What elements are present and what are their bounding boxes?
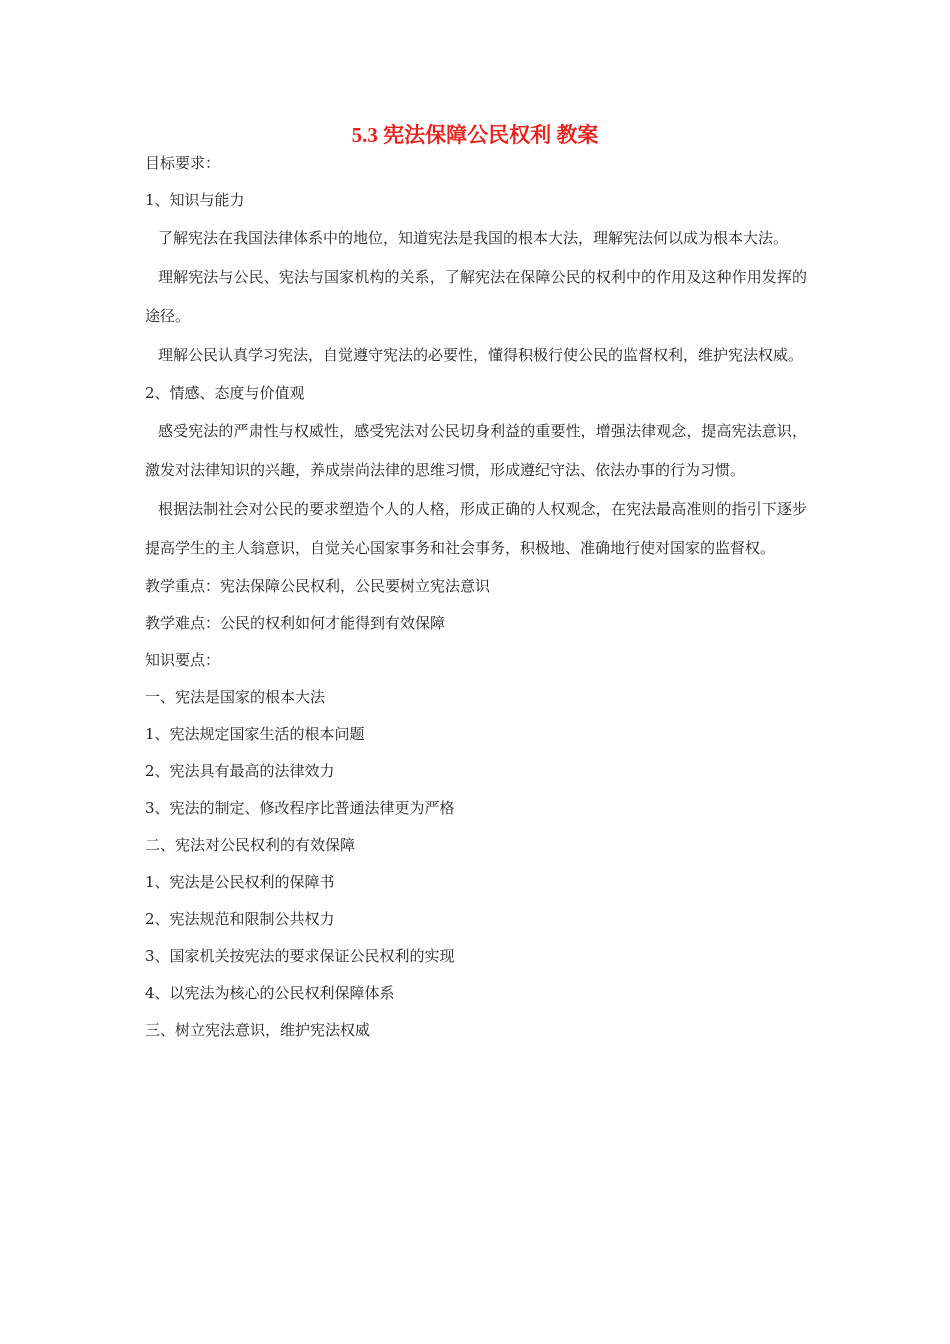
- section-heading: 二、宪法对公民权利的有效保障: [145, 836, 356, 854]
- difficult-point: 教学难点：公民的权利如何才能得到有效保障: [145, 614, 446, 632]
- emotion-paragraph: 感受宪法的严肃性与权威性，感受宪法对公民切身利益的重要性，增强法律观念，提高宪法意识，激发对法律知识的兴趣，养成崇尚法律的思维习惯，形成遵纪守法、依法办事的行为习惯。: [145, 422, 807, 479]
- section-heading: 一、宪法是国家的根本大法: [145, 688, 326, 706]
- section-item: 2、宪法规范和限制公共权力: [145, 910, 335, 928]
- objectives-heading: 目标要求：: [145, 154, 221, 172]
- section-item: 1、宪法是公民权利的保障书: [145, 873, 335, 891]
- knowledge-paragraph: 理解宪法与公民、宪法与国家机构的关系，了解宪法在保障公民的权利中的作用及这种作用发挥的途径。: [145, 268, 807, 325]
- emotion-paragraph: 根据法制社会对公民的要求塑造个人的人格，形成正确的人权观念，在宪法最高准则的指引下逐步提高学生的主人翁意识，自觉关心国家事务和社会事务，积极地、准确地行使对国家的监督权。: [145, 500, 807, 557]
- emotion-heading: 2、情感、态度与价值观: [145, 384, 305, 402]
- document-body: [145, 145, 807, 1049]
- key-point: 教学重点：宪法保障公民权利，公民要树立宪法意识: [145, 577, 491, 595]
- knowledge-paragraph: 理解公民认真学习宪法，自觉遵守宪法的必要性，懂得积极行使公民的监督权利，维护宪法权威。: [158, 346, 804, 364]
- knowledge-heading: 1、知识与能力: [145, 191, 245, 209]
- section-item: 4、以宪法为核心的公民权利保障体系: [145, 984, 395, 1002]
- section-heading: 三、树立宪法意识，维护宪法权威: [145, 1021, 371, 1039]
- section-item: 1、宪法规定国家生活的根本问题: [145, 725, 365, 743]
- section-item: 2、宪法具有最高的法律效力: [145, 762, 335, 780]
- section-item: 3、宪法的制定、修改程序比普通法律更为严格: [145, 799, 455, 817]
- document-title: 5.3 宪法保障公民权利 教案: [351, 123, 599, 147]
- knowledge-paragraph: 了解宪法在我国法律体系中的地位，知道宪法是我国的根本大法，理解宪法何以成为根本大法。: [158, 229, 789, 247]
- points-heading: 知识要点：: [145, 651, 221, 669]
- section-item: 3、国家机关按宪法的要求保证公民权利的实现: [145, 947, 455, 965]
